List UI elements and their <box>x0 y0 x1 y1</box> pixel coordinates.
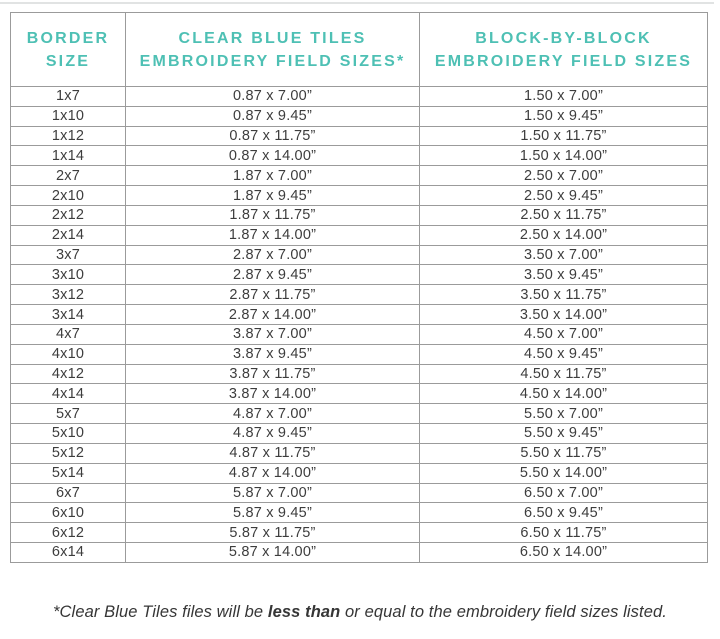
header-clear-blue-tiles-line2: EMBROIDERY FIELD SIZES* <box>139 52 406 70</box>
cell-border-size: 1x14 <box>11 146 126 166</box>
cell-border-size: 5x7 <box>11 404 126 424</box>
cell-block-by-block: 4.50 x 14.00” <box>420 384 708 404</box>
cell-block-by-block: 2.50 x 7.00” <box>420 166 708 186</box>
cell-block-by-block: 3.50 x 11.75” <box>420 285 708 305</box>
cell-border-size: 5x14 <box>11 463 126 483</box>
cell-block-by-block: 3.50 x 7.00” <box>420 245 708 265</box>
cell-clear-blue-tiles: 1.87 x 14.00” <box>126 225 420 245</box>
cell-block-by-block: 4.50 x 7.00” <box>420 324 708 344</box>
table-header <box>11 13 708 87</box>
cell-border-size: 5x12 <box>11 443 126 463</box>
cell-border-size: 3x14 <box>11 305 126 325</box>
cell-clear-blue-tiles: 3.87 x 11.75” <box>126 364 420 384</box>
cell-block-by-block: 2.50 x 14.00” <box>420 225 708 245</box>
header-border-size-line1: BORDER <box>26 29 110 47</box>
cell-block-by-block: 4.50 x 11.75” <box>420 364 708 384</box>
cell-clear-blue-tiles: 3.87 x 14.00” <box>126 384 420 404</box>
embroidery-field-size-table <box>10 12 708 563</box>
cell-clear-blue-tiles: 2.87 x 14.00” <box>126 305 420 325</box>
cell-clear-blue-tiles: 3.87 x 9.45” <box>126 344 420 364</box>
cell-border-size: 6x10 <box>11 503 126 523</box>
cell-border-size: 6x12 <box>11 523 126 543</box>
cell-block-by-block: 4.50 x 9.45” <box>420 344 708 364</box>
cell-block-by-block: 3.50 x 14.00” <box>420 305 708 325</box>
table-row <box>11 126 708 146</box>
header-border-size <box>11 13 126 87</box>
cell-block-by-block: 6.50 x 11.75” <box>420 523 708 543</box>
header-block-by-block-line2: EMBROIDERY FIELD SIZES <box>434 52 693 70</box>
cell-block-by-block: 6.50 x 7.00” <box>420 483 708 503</box>
cell-block-by-block: 5.50 x 11.75” <box>420 443 708 463</box>
cell-block-by-block: 1.50 x 9.45” <box>420 106 708 126</box>
cell-border-size: 1x12 <box>11 126 126 146</box>
table-row <box>11 205 708 225</box>
cell-clear-blue-tiles: 1.87 x 9.45” <box>126 186 420 206</box>
cell-border-size: 3x10 <box>11 265 126 285</box>
table-row <box>11 225 708 245</box>
cell-clear-blue-tiles: 5.87 x 14.00” <box>126 543 420 563</box>
cell-border-size: 4x7 <box>11 324 126 344</box>
cell-block-by-block: 1.50 x 11.75” <box>420 126 708 146</box>
table-row <box>11 424 708 444</box>
header-clear-blue-tiles-line1: CLEAR BLUE TILES <box>178 29 367 47</box>
cell-block-by-block: 2.50 x 11.75” <box>420 205 708 225</box>
footnote-suffix: or equal to the embroidery field sizes listed. <box>340 603 667 621</box>
cell-block-by-block: 6.50 x 9.45” <box>420 503 708 523</box>
cell-border-size: 1x7 <box>11 87 126 107</box>
table-row <box>11 384 708 404</box>
cell-block-by-block: 1.50 x 7.00” <box>420 87 708 107</box>
cell-border-size: 2x14 <box>11 225 126 245</box>
cell-border-size: 6x7 <box>11 483 126 503</box>
table-row <box>11 166 708 186</box>
cell-border-size: 2x7 <box>11 166 126 186</box>
table-row <box>11 483 708 503</box>
table-row <box>11 146 708 166</box>
cell-clear-blue-tiles: 0.87 x 14.00” <box>126 146 420 166</box>
cell-clear-blue-tiles: 0.87 x 11.75” <box>126 126 420 146</box>
cell-clear-blue-tiles: 4.87 x 9.45” <box>126 424 420 444</box>
header-block-by-block <box>420 13 708 87</box>
cell-clear-blue-tiles: 1.87 x 11.75” <box>126 205 420 225</box>
table-body <box>11 87 708 563</box>
cell-border-size: 1x10 <box>11 106 126 126</box>
cell-border-size: 4x12 <box>11 364 126 384</box>
table-row <box>11 463 708 483</box>
cell-block-by-block: 5.50 x 9.45” <box>420 424 708 444</box>
cell-border-size: 4x14 <box>11 384 126 404</box>
table-row <box>11 404 708 424</box>
table-row <box>11 285 708 305</box>
cell-clear-blue-tiles: 4.87 x 11.75” <box>126 443 420 463</box>
cell-clear-blue-tiles: 5.87 x 7.00” <box>126 483 420 503</box>
cell-border-size: 3x12 <box>11 285 126 305</box>
table-row <box>11 186 708 206</box>
cell-clear-blue-tiles: 2.87 x 9.45” <box>126 265 420 285</box>
table-row <box>11 443 708 463</box>
table-row <box>11 245 708 265</box>
cell-border-size: 2x12 <box>11 205 126 225</box>
top-divider-line <box>0 2 714 4</box>
table-row <box>11 543 708 563</box>
footnote <box>0 603 720 622</box>
cell-clear-blue-tiles: 2.87 x 7.00” <box>126 245 420 265</box>
cell-border-size: 5x10 <box>11 424 126 444</box>
cell-clear-blue-tiles: 4.87 x 7.00” <box>126 404 420 424</box>
table-row <box>11 503 708 523</box>
cell-clear-blue-tiles: 1.87 x 7.00” <box>126 166 420 186</box>
header-row <box>11 13 708 87</box>
table-row <box>11 324 708 344</box>
cell-border-size: 3x7 <box>11 245 126 265</box>
header-border-size-line2: SIZE <box>45 52 91 70</box>
cell-block-by-block: 3.50 x 9.45” <box>420 265 708 285</box>
table-row <box>11 106 708 126</box>
cell-block-by-block: 2.50 x 9.45” <box>420 186 708 206</box>
cell-clear-blue-tiles: 2.87 x 11.75” <box>126 285 420 305</box>
cell-block-by-block: 5.50 x 7.00” <box>420 404 708 424</box>
footnote-emphasis: less than <box>267 603 341 621</box>
cell-border-size: 4x10 <box>11 344 126 364</box>
header-block-by-block-line1: BLOCK-BY-BLOCK <box>475 29 652 47</box>
table-row <box>11 344 708 364</box>
table-row <box>11 523 708 543</box>
table-row <box>11 305 708 325</box>
cell-border-size: 6x14 <box>11 543 126 563</box>
cell-border-size: 2x10 <box>11 186 126 206</box>
cell-clear-blue-tiles: 5.87 x 11.75” <box>126 523 420 543</box>
table-row <box>11 87 708 107</box>
header-clear-blue-tiles <box>126 13 420 87</box>
table-row <box>11 265 708 285</box>
cell-block-by-block: 5.50 x 14.00” <box>420 463 708 483</box>
cell-block-by-block: 6.50 x 14.00” <box>420 543 708 563</box>
footnote-prefix: *Clear Blue Tiles files will be <box>53 603 268 621</box>
cell-clear-blue-tiles: 5.87 x 9.45” <box>126 503 420 523</box>
cell-block-by-block: 1.50 x 14.00” <box>420 146 708 166</box>
table-row <box>11 364 708 384</box>
cell-clear-blue-tiles: 4.87 x 14.00” <box>126 463 420 483</box>
cell-clear-blue-tiles: 0.87 x 7.00” <box>126 87 420 107</box>
cell-clear-blue-tiles: 3.87 x 7.00” <box>126 324 420 344</box>
cell-clear-blue-tiles: 0.87 x 9.45” <box>126 106 420 126</box>
